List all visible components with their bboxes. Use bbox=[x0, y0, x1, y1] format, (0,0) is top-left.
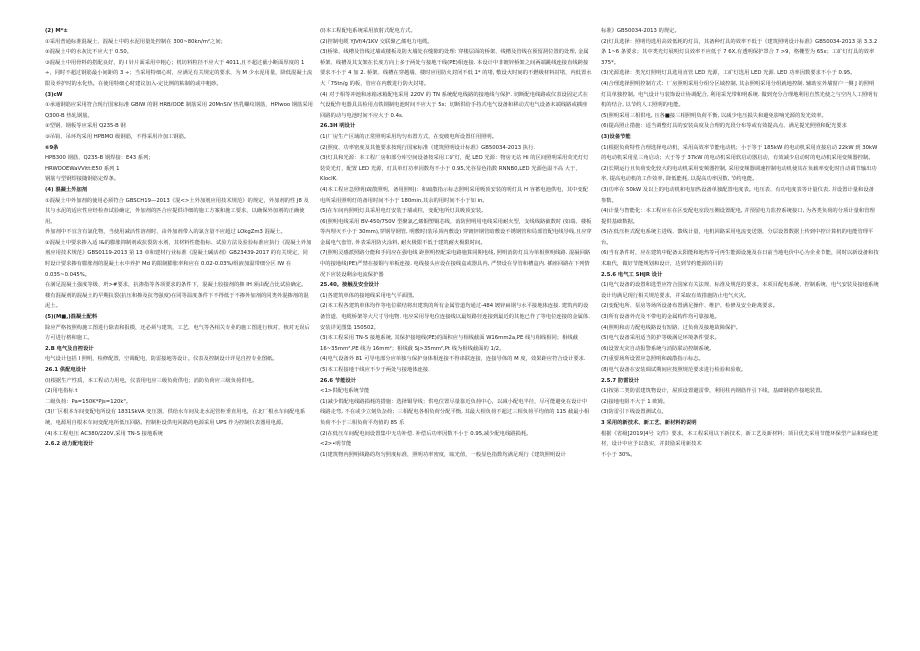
paragraph: (2)用电指标 t bbox=[45, 388, 78, 395]
paragraph: (1)各建筑单体的接地线采用电气平面图。 bbox=[320, 292, 418, 299]
section-heading: ⑥9条 bbox=[45, 144, 59, 151]
paragraph: (7)重要场所设置应急照明和疏散指示标志。 bbox=[601, 356, 704, 363]
paragraph: (1)厂房生产区域的正常照明采用均匀布置方式，在变破电所设置任用照明。 bbox=[320, 133, 498, 140]
paragraph: 电气设计包括 I 照明，检修配置，空调配电，防雷接地等设计。仪表及控制设计详见自控专业图纸。 bbox=[45, 356, 278, 363]
paragraph: 标准》GB50034-2013 的规定。 bbox=[601, 28, 680, 34]
paragraph: (2)变配电所、泵房等场所设备布置满足操作、维护、检修及安全距离要求。 bbox=[601, 303, 779, 310]
paragraph: ②混凝土中的水灰比不应大于 0.50。 bbox=[45, 49, 133, 56]
paragraph: (6)照明电线采用 BV-450/750V 型聚氯乙烯铜塑铜芯线，消防照明用电线采用耐火型，支线线路截数时 (如端、楼板等内埋灭不小于 30mm),穿钢导钢管, 明敷时(装吊顶内敷设) 穿镀锌钢管暗敷设不锈钢管和局部管配电线导线,且应穿金属电气套管, 外表采用防火涂料, 耐火极限不低于建筑耐火极限时间。 bbox=[320, 218, 592, 246]
paragraph: (4) 对于相等冲池和冰箱冰箱配电采用 220V 的 TN 系统配电线路的接地线与保护. 切断配电线路或仪表设固定式在气设配作电器具具检用点铁钢制电池时间不应大于 5s；切断供给手持式电气设备和移动式电气设备末端线路或插座回路的动与电池时间不应大于 0.4s. bbox=[320, 91, 588, 119]
paragraph: ②混凝土中要求掺入适 I&的膨胀抑制剂或抗裂防水剂，其材料性能指标、试验方法及验验标准应执行《混凝土外加剂应用技术规范》GBS0119-2013 第 13 章和建材行业标准《混凝土碱活剂》GB23439-2017 的有关规定，同时设计要求掺有膨胀剂的混凝土水中养护 Md 的限制膨胀率和应在 0.02-0.03%/组液加温带细分区 IW 在 0.035~0.045%。 bbox=[45, 239, 312, 278]
paragraph: (8)电气设备在安装调试期间应按照规范要求进行检验和验收。 bbox=[601, 367, 747, 373]
paragraph: (4)本工程电压 AC380/220V,采用 TN-S 接地系统 bbox=[45, 430, 163, 437]
paragraph: 楼有混凝剂的混凝土的早期抗裂(抗压和掺及抗弯强度)在同等温度条件下不得低于不掺外加剂的同类外混掺剂的混泥土。 bbox=[45, 292, 309, 310]
paragraph: (2)灯具选择：照明均选用高效低耗的灯具，其备种灯具的效率不低于《建筑照明设计标准》GB50034-2013 第 3.3.2 条 1~6 条要求；其中类光灯展明灯具效率不应低于 7 6X,有透明保护罩合 7 >9，格栅型为 65x；工矿灯灯具的效率 375*。 bbox=[601, 38, 878, 66]
text-column-left bbox=[45, 26, 313, 450]
paragraph: (2)接地电阻不大于 1 欧姆。 bbox=[601, 398, 669, 405]
paragraph: <2>•明节能 bbox=[320, 441, 352, 448]
paragraph: (1)电气设备的设置和选型应符合国家有关法规、标准及规范的要求。本项目配电系统、控制系统、电气安装及接地系统设计均满足现行相关规范要求，并采取有效措施防止电气火灾。 bbox=[601, 282, 879, 299]
paragraph: (l)根据生产性质，本工程动力用电，仪表用电应三级负荷供电；消防负荷应三级负荷供电。 bbox=[45, 377, 258, 384]
text-column-middle bbox=[320, 26, 592, 460]
paragraph: 二级负荷：Pa=150K*Pjs=120k"。 bbox=[45, 398, 132, 405]
section-heading: 2.5.7 防雷设计 bbox=[601, 377, 640, 384]
paragraph: (3)厂区根本车间变配电所设有 1831SkVA 变压器，供给水车间及北水泥管柜垂直用电，在北厂根水车间配电系统，电源用自根本车间变配电所低压回路。控制柜设供电回路的电源采用 UPS 作为控制仪表器用电源。 bbox=[45, 409, 306, 426]
paragraph: (5)在车间内照明灯具采用电灯安装于墙或柱，变配电所灯具吸顶安装。 bbox=[320, 208, 487, 215]
paragraph: (5)照明采用三相供电, 且各■接三相照明负荷平衡, 以减少电压损失和避免影响光源的发光效率。 bbox=[601, 112, 827, 119]
section-heading: (3)设备节能 bbox=[601, 133, 631, 140]
section-heading: (5)(M■,)混凝土配料 bbox=[45, 314, 98, 321]
paragraph: ②型钢、钢板等应采用 Q235-B 钢 bbox=[45, 123, 126, 130]
paragraph: (6)设置火灾自动报警系统与消防联动控制系统。 bbox=[601, 345, 715, 352]
paragraph: (4)电气设备外 81 可导电部分应单独与保护身体相连接不得串联连接，连接导体的 M 度，效果距应符合设计要求. bbox=[320, 356, 586, 363]
paragraph: 不小于 30%。 bbox=[601, 451, 636, 458]
paragraph: HPB300 钢筋、Q235-B 钢焊接：E43 系列； bbox=[45, 155, 154, 162]
paragraph: (5)在低压柜式配电系统主进线、馈线计量，电机回路采用电流变送器，分层设置数据上传到中控计算机的电能管理平台。 bbox=[601, 229, 874, 246]
section-heading: 2.5.6 电气工 SHJR 设计 bbox=[601, 271, 663, 278]
section-heading: 26.3H 明设计 bbox=[320, 123, 356, 130]
paragraph: (5)本工程接地干线应不少于两处与接地体连接. bbox=[320, 367, 430, 373]
paragraph: HRWOOEWaVVitt:E50 系列 1 bbox=[45, 165, 120, 172]
paragraph: ③混凝土中用骨料的搭配良好，的 I 针片面采用中粗心；机坊料粒径不应大于 4011,且不超过截小断面厚度的 1 ÷，同时不超过钢筋最小间距的 3 ÷；当采用特细心时，应满足有关规定的要求，为 M 少水泥用量，降低混凝土流限及养护时的水化热。在使用特细心时建议加入-定比例的粘制的或中粗砂。 bbox=[45, 59, 313, 87]
paragraph: (1)根据负荷特性合理选择电动机，采用高效率节能电动机；小于等于 185kW 的电动机采用直接启动 22kW 到 30kW 的电动机采用星三角启动；大于等于 37kW 的电动机采用软启动器启动，有效减少启动时的电动机采用变频器控制。 bbox=[601, 144, 878, 162]
paragraph: 在满足混凝土强度等级、坍>#要求，抗渗指等各项要求的条件下，混凝土胶接剂的掺 IH 须由配合比试验确定。 bbox=[45, 282, 307, 289]
paragraph: (1)按第二类防雷建筑物设计，屋顶设置避雷带，利用柱内钢筋作引下线，基础钢筋作接地装置。 bbox=[601, 388, 826, 395]
paragraph: (2)长期运行且负荷变化较大的电动机采用变频器控制, 采用变频器调速控制电动机使其在负载率变化时自动调节输出功率, 提高电动机的工作效率, 降低能耗, 以提高功率因数, 节约电能。 bbox=[601, 165, 877, 183]
paragraph: (4)照明和动力配电线路设有短路、过负荷及接地故障保护。 bbox=[601, 324, 741, 331]
section-heading: (3)cW bbox=[45, 91, 63, 98]
section-heading: 26.6 节能设计 bbox=[320, 377, 357, 384]
paragraph: (6)当有条件时，应在建筑中配备太阳能和地热等可再生能源设施及在日前当地电价中心为企业节能，同时以新设备和技术取代，做好节能规划和设计，达到节约能源的目的 bbox=[601, 250, 879, 268]
paragraph: <1>供配电系统节能 bbox=[320, 388, 370, 395]
paragraph: (I)本工程配电系统采用放射式配电方式。 bbox=[320, 28, 416, 34]
paragraph: (3)灯具和光源：本工程厂房和部分库空间设备按采用工矿灯，配 LEO 光源：物房无站 Hi 的区间照明采用荧光灯灯装荧光灯，配置 LED 光源，灯具单灯功率因数均不小于 0.95,光谷显色指数 RNNB0,LED 光源色温不高 大于，KlocIK. bbox=[320, 155, 589, 183]
paragraph: (7)照明灵感派照路分能和手同应在强电线 距照明控配采电路施算同期电线, 照明消防灯具为单相照明线路. 混凝回路中的接地线(PE)严禁在接铜与单板连接. 电线接头应设在接线盒或器具内, 严禁设在导管和槽盒内. 插座回路在下列情况下应装设剩余电流保护器 bbox=[320, 250, 591, 278]
paragraph: (6)提高照止措施：适当调整灯具的安装高度及合理的光段分布等或有效提高点、满足提光照照和配光要求 bbox=[601, 123, 847, 130]
paragraph: (4)计量与智能化：本工程应在在区变配电室段压侧设置配电, 并预留电力监控系统接口, 为各类负荷的分项计量和管理提供基础数据。 bbox=[601, 208, 875, 225]
paragraph: ①承通钢筋应采用符合现行国家标准 GBIW 的钢 HRB/OOE 制筋采用 20MnSiV 热乳螺纹钢筋，HPlwoo 钢筋采用 Q300-B 热轧钢筋。 bbox=[45, 102, 313, 119]
paragraph: (2)照度、功率密度及其他要求按现行国家标准《建筑照明设计标准》GB50034-2013 执行. bbox=[320, 144, 536, 151]
paragraph: 根据《省级[2019]4号 文件》要求，本工程采用以下新技术、新工艺及新材料；项目优先采用节能环保型产品和绿色建材，设计中应予以落实，并鼓励采用新技术 bbox=[601, 430, 878, 448]
section-heading: 26.1 供配电设计 bbox=[45, 367, 87, 373]
paragraph: 外加剂中不宜含有氯化物，当使用减活性溶剂时，由外加剂带入的氯含量不应超过 LOkgZm3 混凝土。 bbox=[45, 229, 286, 236]
paragraph: (4)本工程应急照明(疏散照明，备用照明)：和疏散指示标志照明采用吸顶安装的明灯具 H 容蓄电池供电，其中变配电所采用照明灯的备用时间不小于 180min,其余的用时间不小于如 in。 bbox=[320, 186, 588, 204]
paragraph: (1)建筑物内照明线路的均匀照度标准，照明功率密度，眩光值，一般显色指数均满足现行《建筑照明设计 bbox=[320, 451, 566, 458]
paragraph: (3)防雷引下线设置测试点。 bbox=[601, 409, 667, 416]
paragraph: (3)本工程采用 TN-S 接地系统, 其保护接地线(PE)的面积应与相线截面 W16mm2a,PE 线与相线相同；相线截 16~35mm²,PE 线为 16mm²；相线截 Sj>35mm²,Pt 线为相线截面的 1/2。 bbox=[320, 335, 578, 352]
paragraph: 钢筋与型钢焊接随钢筋定焊条。 bbox=[45, 176, 120, 183]
paragraph: ③吊钩、吊环均采用 HPBMO 级钢筋，不得采用冷加工钢筋。 bbox=[45, 133, 190, 140]
paragraph: (3)所有设备外壳及不带电的金属构件均可靠接地。 bbox=[601, 314, 720, 321]
paragraph: 除应严格按照构施工图进行除表和报模，还必须与建筑，工艺，电气等各相关专业的施工图进行核对，核对无误后方可进行格和施工。 bbox=[45, 324, 310, 342]
paragraph: (5)电气设备采用适当防护等级满足环境条件要求。 bbox=[601, 335, 720, 342]
paragraph: (4)合理选择照明控制方式：厂房照明采用分组分区域控制, 其余照明采用分组就地控制. 辅助室外墙窗户一侧 J 的照明灯具单独控制。电气设计与装饰设计协调配合, 利用采光带和明系统. 做到充分合理地利用自然光使之与空内人工照明有机的结合, 以节约人工照明的电能。 bbox=[601, 80, 878, 109]
paragraph: (3)功率在 50kW 及以上的电动机和电加热设备单独配置电度表。电压表、有功电度表等计量仪表, 并设置计量和设备参数。 bbox=[601, 186, 874, 204]
paragraph: (2)本工程各建筑单体均作等电位联结将出建筑的所有金属管道均通过-484 镀锌扁钢与水平接地体连接. 建筑内的设备管道、电缆桥架等大尺寸导电物. 电应采用导电位连接线以最短路径连接到最近的其他已作了等电位连接的金属体. 安装详见图集 150502。 bbox=[320, 303, 590, 331]
section-heading: (2) M*± bbox=[45, 28, 68, 34]
paragraph: ①混凝土中外加剂的使用必须符合 GBSCH19—2013《混<>土外加剂应用技术规范》的规定，外加剂的性 J8 及其与水泥的适应性应经检查试验确定，外加剂的匹合应提供详细的施工方案和施工要求，以确保外加剂的正确使用。 bbox=[45, 197, 309, 225]
section-heading: (4) 混凝土外加剂 bbox=[45, 186, 88, 193]
text-column-right bbox=[601, 26, 879, 460]
section-heading: 25.40。接触及安全设计 bbox=[320, 282, 380, 289]
paragraph: ①采用普通标准混凝土，混凝土中的水泥用量处控制在 300~80kn/m²之间； bbox=[45, 38, 226, 45]
paragraph: (3)桥梁、线槽及管线过墙或楼板及防火墙处在缝隙的处理: 穿楼层面的桥架、线槽及管线在预留洞位置的处理, 金属桥架、线槽及其支架在长度方向上多于两处与接地干线(PE)相连接. 本设计中非镀锌桥架之间两端跳线连接直线跨接要求不小于 4 加 2. 桥架、线槽在穿越墙、楼时应用防火封闭不低 1* 的堵, 敷设火时间的不燃级材料封堵，内低置水大「75tn/g 的板，管应在内敷进行防火封堵。 bbox=[320, 49, 592, 87]
section-heading: 2.B 电气及自控设计 bbox=[45, 345, 94, 352]
section-heading: 2.6.2 动力配电设计 bbox=[45, 441, 94, 448]
paragraph: (1)减少供配电线路损耗的措施：选择铜导线；供电位置尽量靠近负荷中心，以减小配电半径，尽可能避免在设计中线路走弯, 不在或少立刻负杂荷；三相配电各相负荷分配平衡, 其最大相负荷不超过三相负荷平均值的 115 截最小相负荷不小于三相负荷平均值的 85 乐 bbox=[320, 398, 590, 426]
section-heading: 3 采用的新技术、新工艺、新材料的说明 bbox=[601, 419, 697, 426]
paragraph: (2)控制电缆 YJVf/4/1KV 交联聚乙烯电力电缆。 bbox=[320, 38, 433, 45]
paragraph: (2)在低压车间配电间设置集中无功补偿. 补偿后功率因数不小于 0.95,减少配电线路损耗。 bbox=[320, 430, 532, 437]
paragraph: (3)光源选择：类光灯照明灯具选用直管 LED 光源，工矿灯选用 LED 光源. LED 功率因数要求不小于 0.95。 bbox=[601, 70, 856, 77]
